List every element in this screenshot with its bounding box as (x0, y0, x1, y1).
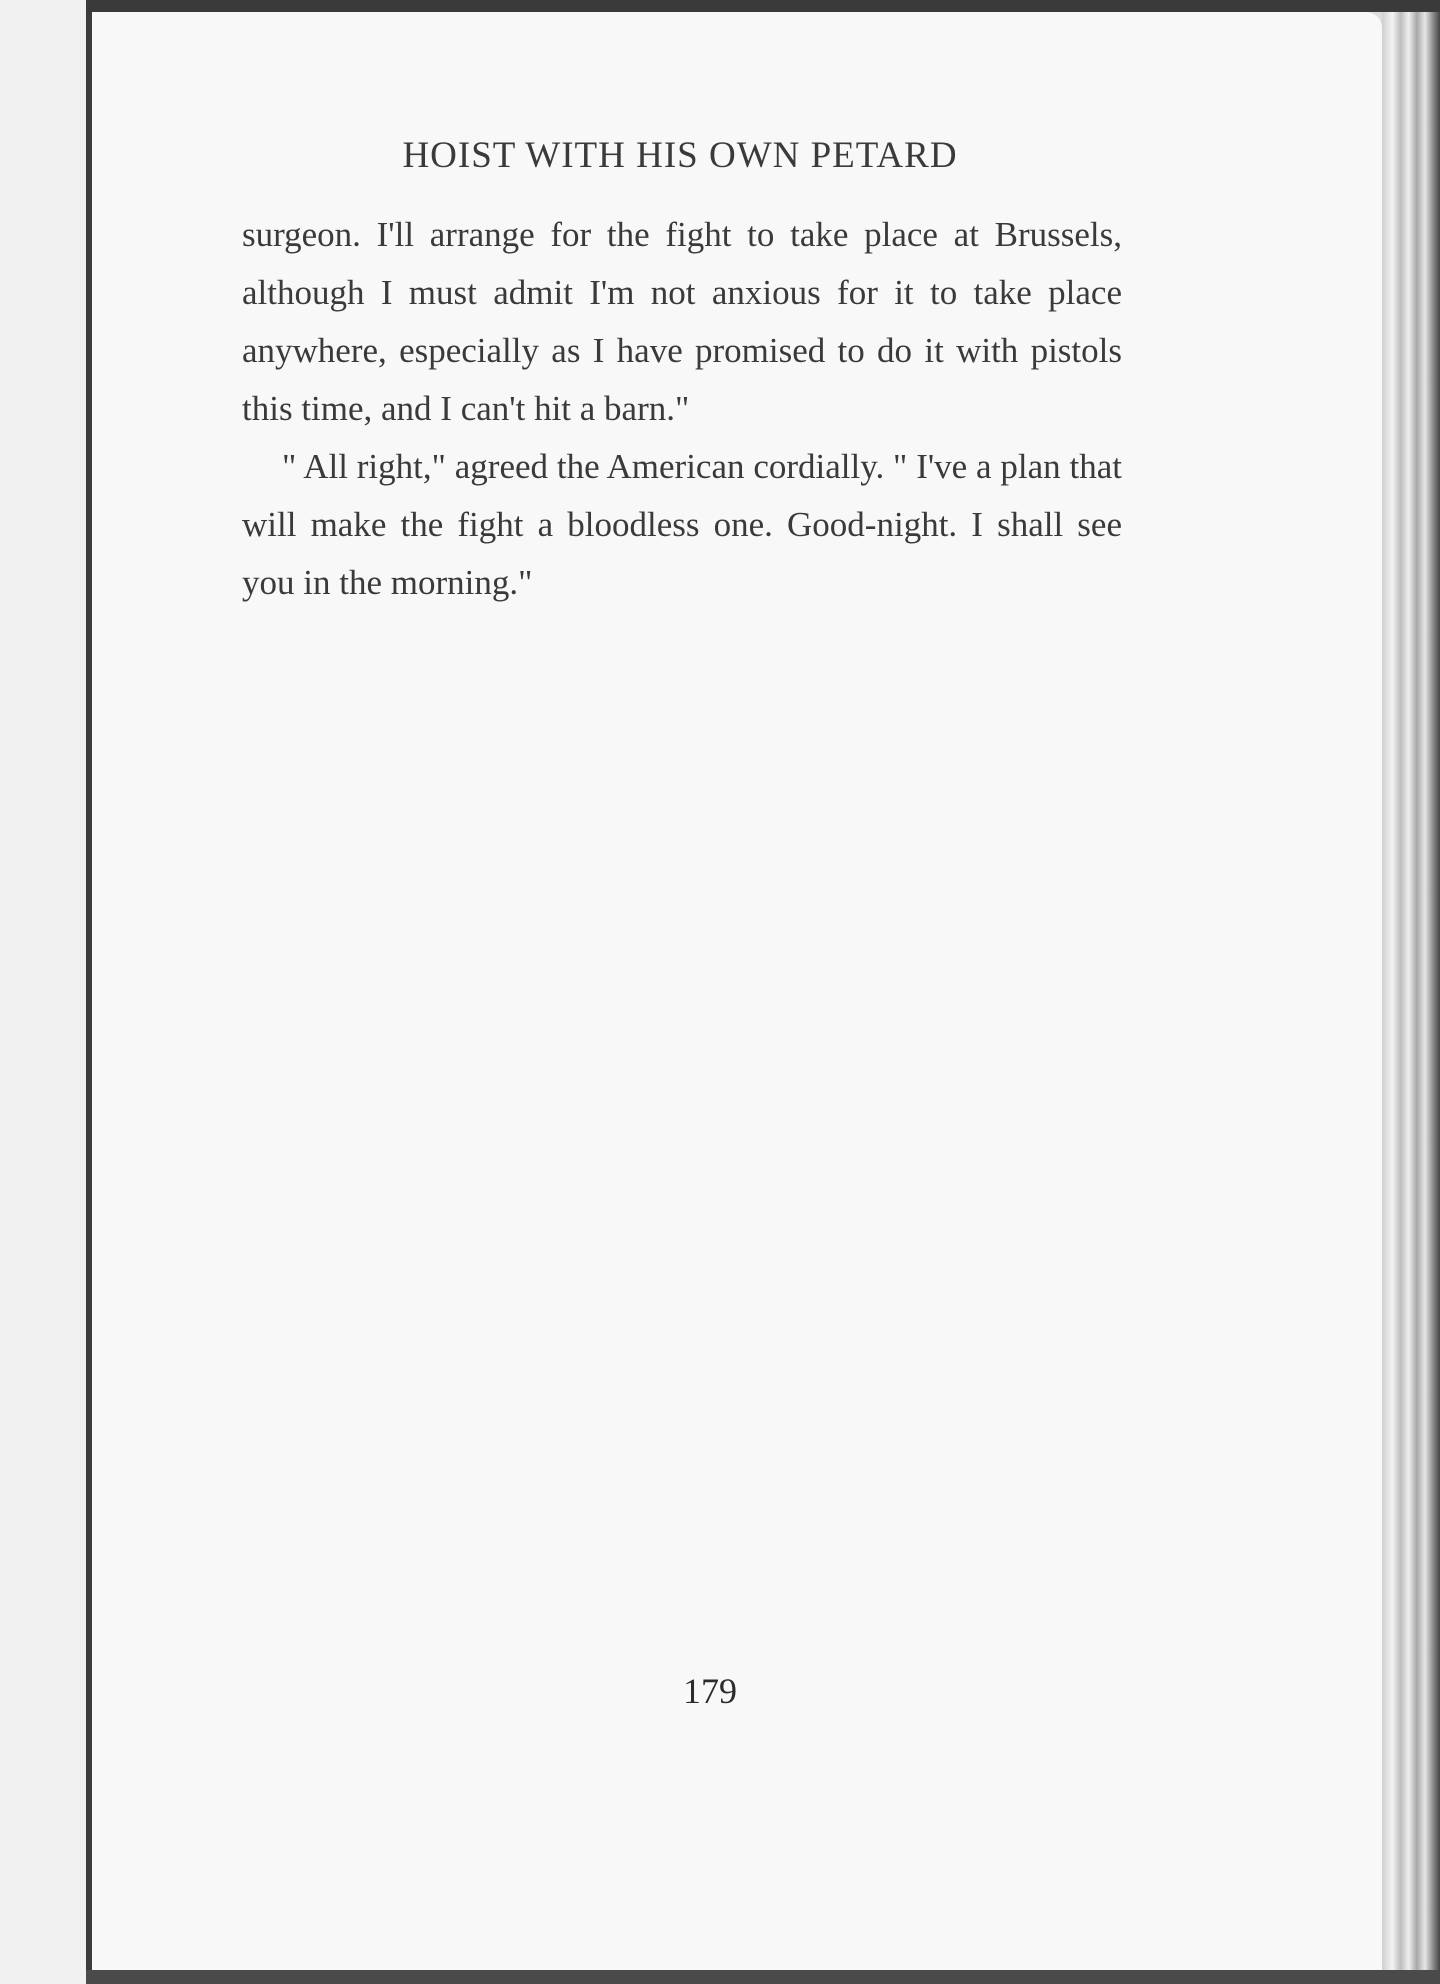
book-top-edge (86, 0, 1440, 12)
body-text (242, 206, 1122, 612)
paragraph-2: " All right," agreed the American cordially. " I've a plan that will make the fight a bloodless one. Good-night. I shall see you in the morning." (242, 447, 1122, 602)
page-fore-edge (1382, 12, 1440, 1984)
running-head: HOIST WITH HIS OWN PETARD (402, 135, 958, 176)
paragraph-1: surgeon. I'll arrange for the fight to take place at Brussels, although I must admit I'm not anxious for it to take place anywhere, especially as I have promised to do it with pistols this time, and I can't hit a barn." (242, 215, 1122, 428)
book-bottom-edge (86, 1970, 1440, 1984)
facing-page-edge (0, 0, 92, 1984)
page-number: 179 (683, 1671, 737, 1711)
